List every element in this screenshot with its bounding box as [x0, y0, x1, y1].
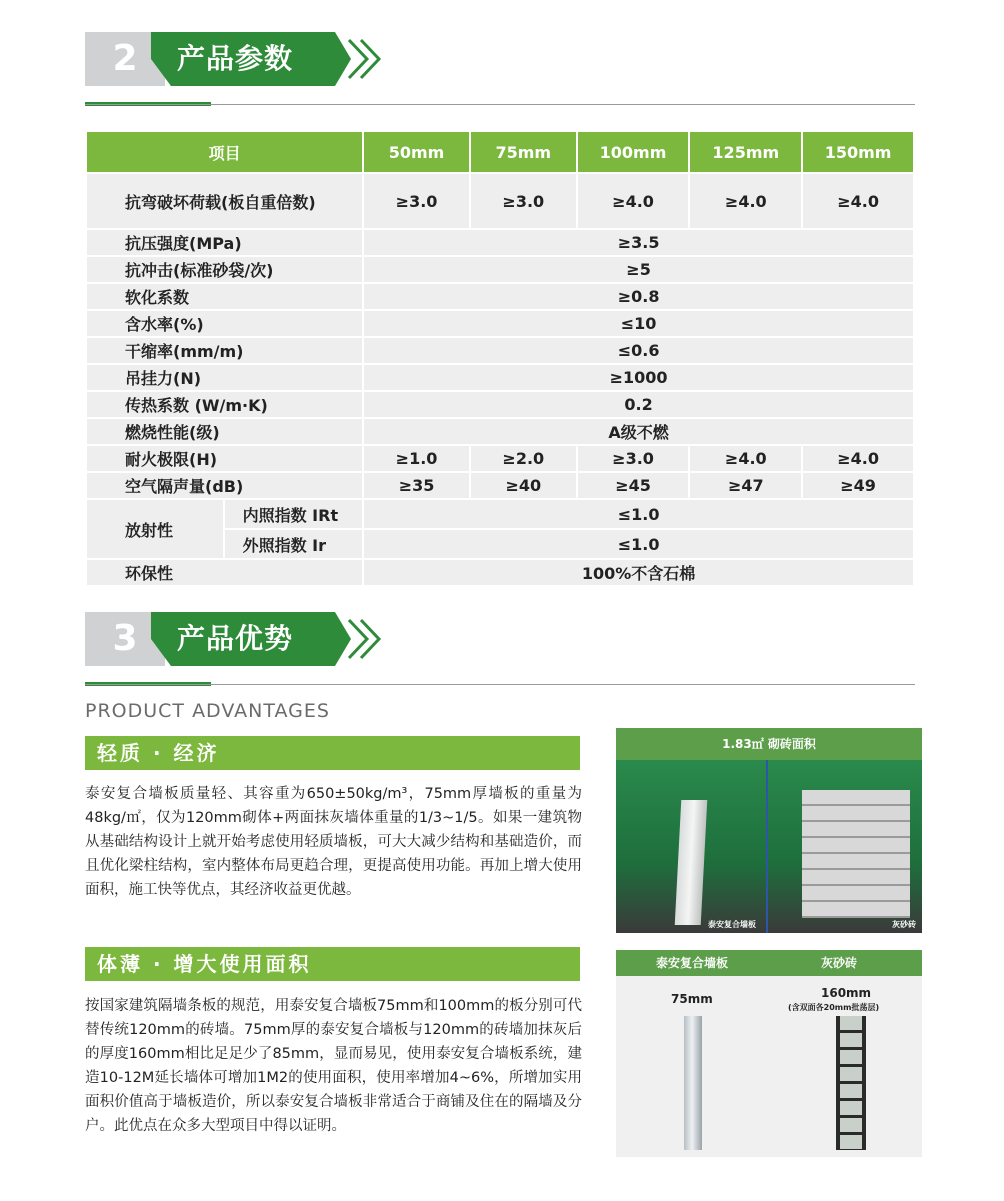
cell-value: ≥45 — [577, 472, 690, 499]
cell-value: ≥4.0 — [689, 445, 802, 472]
sub-row-label: 外照指数 Ir — [224, 529, 364, 559]
table-row — [86, 229, 914, 256]
table-header-row — [86, 131, 914, 173]
cell-value: A级不燃 — [363, 418, 914, 445]
row-label: 抗压强度(MPa) — [86, 229, 363, 256]
cell-value: 100%不含石棉 — [363, 559, 914, 586]
cell-value: ≥49 — [802, 472, 914, 499]
header-100mm: 100mm — [577, 131, 690, 173]
section-title: 产品优势 — [177, 622, 294, 655]
image-divider — [766, 760, 768, 933]
advantage-text: 泰安复合墙板质量轻、其容重为650±50kg/m³，75mm厚墙板的重量为48kg/㎡，仅为120mm砌体+两面抹灰墙体重量的1/3~1/5。如果一建筑物从基础结构设计上就开始考虑使用轻质墙板，可大大减少结构和基础造价，而且优化梁柱结构，室内整体布局更趋合理，更提高使用功能。再加上增大使用面积，施工快等优点，其经济收益更优越。 — [85, 786, 582, 898]
brick-area-comparison-image — [616, 728, 922, 933]
section-underline — [85, 684, 915, 685]
row-label: 吊挂力(N) — [86, 364, 363, 391]
row-label: 燃烧性能(级) — [86, 418, 363, 445]
cell-value: 0.2 — [363, 391, 914, 418]
table-row — [86, 418, 914, 445]
parameter-table — [85, 130, 915, 587]
row-label: 抗弯破坏荷载(板自重倍数) — [86, 173, 363, 229]
cell-value: ≤1.0 — [363, 529, 914, 559]
wall-panel-graphic — [675, 800, 708, 925]
thickness-comparison-image — [616, 950, 922, 1157]
brick-wall-section-graphic — [836, 1016, 866, 1150]
table-row — [86, 337, 914, 364]
table-row — [86, 391, 914, 418]
cell-value: ≥4.0 — [689, 173, 802, 229]
double-chevron-icon — [345, 616, 385, 662]
section-title: 产品参数 — [177, 42, 294, 75]
cell-value: ≥1.0 — [363, 445, 470, 472]
header-right: 灰砂砖 — [821, 956, 858, 970]
cell-value: ≥4.0 — [802, 173, 914, 229]
section-underline — [85, 104, 915, 105]
header-left: 泰安复合墙板 — [656, 956, 729, 970]
cell-value: ≥5 — [363, 256, 914, 283]
cell-value: ≥40 — [470, 472, 577, 499]
row-label: 含水率(%) — [86, 310, 363, 337]
table-row — [86, 256, 914, 283]
cell-value: ≥47 — [689, 472, 802, 499]
header-50mm: 50mm — [363, 131, 470, 173]
row-label: 耐火极限(H) — [86, 445, 363, 472]
image-title: 1.83㎡ 砌砖面积 — [616, 728, 922, 760]
caption-right: 灰砂砖 — [892, 920, 916, 929]
cell-value: ≥4.0 — [802, 445, 914, 472]
row-label: 抗冲击(标准砂袋/次) — [86, 256, 363, 283]
section-number: 3 — [85, 612, 165, 666]
table-row — [86, 283, 914, 310]
header-item: 项目 — [86, 131, 363, 173]
cell-value: ≥3.0 — [577, 445, 690, 472]
measure-note: (含双面各20mm批荡层) — [788, 1003, 880, 1012]
cell-value: ≥0.8 — [363, 283, 914, 310]
sub-row-label: 内照指数 IRt — [224, 499, 364, 529]
advantage-title: 体薄 · 增大使用面积 — [85, 947, 580, 981]
panel-section-graphic — [684, 1016, 702, 1150]
table-row — [86, 499, 914, 529]
row-label: 放射性 — [86, 499, 224, 559]
cell-value: ≥35 — [363, 472, 470, 499]
cell-value: ≥3.0 — [470, 173, 577, 229]
cell-value: ≥4.0 — [577, 173, 690, 229]
section-number: 2 — [85, 32, 165, 86]
table-row — [86, 173, 914, 229]
cell-value: ≤1.0 — [363, 499, 914, 529]
cell-value: ≤10 — [363, 310, 914, 337]
table-row — [86, 445, 914, 472]
header-150mm: 150mm — [802, 131, 914, 173]
row-label: 软化系数 — [86, 283, 363, 310]
brick-stack-graphic — [802, 790, 910, 918]
image-scene — [616, 760, 922, 933]
cell-value: ≥3.5 — [363, 229, 914, 256]
section-3-header — [85, 612, 915, 692]
cell-value: ≥3.0 — [363, 173, 470, 229]
table-row — [86, 472, 914, 499]
section-subtitle-en: PRODUCT ADVANTAGES — [85, 700, 330, 722]
header-125mm: 125mm — [689, 131, 802, 173]
header-75mm: 75mm — [470, 131, 577, 173]
row-label: 环保性 — [86, 559, 363, 586]
row-label: 传热系数 (W/m·K) — [86, 391, 363, 418]
table-row — [86, 559, 914, 586]
row-label: 干缩率(mm/m) — [86, 337, 363, 364]
measure-right: 160mm — [821, 986, 872, 1000]
advantage-title: 轻质 · 经济 — [85, 736, 580, 770]
cell-value: ≥1000 — [363, 364, 914, 391]
measure-left: 75mm — [671, 992, 713, 1006]
row-label: 空气隔声量(dB) — [86, 472, 363, 499]
section-2-header — [85, 32, 915, 112]
caption-left: 泰安复合墙板 — [708, 920, 756, 929]
table-row — [86, 310, 914, 337]
table-row — [86, 364, 914, 391]
cell-value: ≤0.6 — [363, 337, 914, 364]
double-chevron-icon — [345, 36, 385, 82]
advantage-text: 按国家建筑隔墙条板的规范，用泰安复合墙板75mm和100mm的板分别可代替传统120mm的砖墙。75mm厚的泰安复合墙板与120mm的砖墙加抹灰后的厚度160mm相比足足少了85mm，显而易见，使用泰安复合墙板系统，建造10-12M延长墙体可增加1M2的使用面积，使用率增加4~6%，所增加实用面积价值高于墙板造价，所以泰安复合墙板非常适合于商铺及住在的隔墙及分户。此优点在众多大型项目中得以证明。 — [85, 998, 582, 1134]
cell-value: ≥2.0 — [470, 445, 577, 472]
